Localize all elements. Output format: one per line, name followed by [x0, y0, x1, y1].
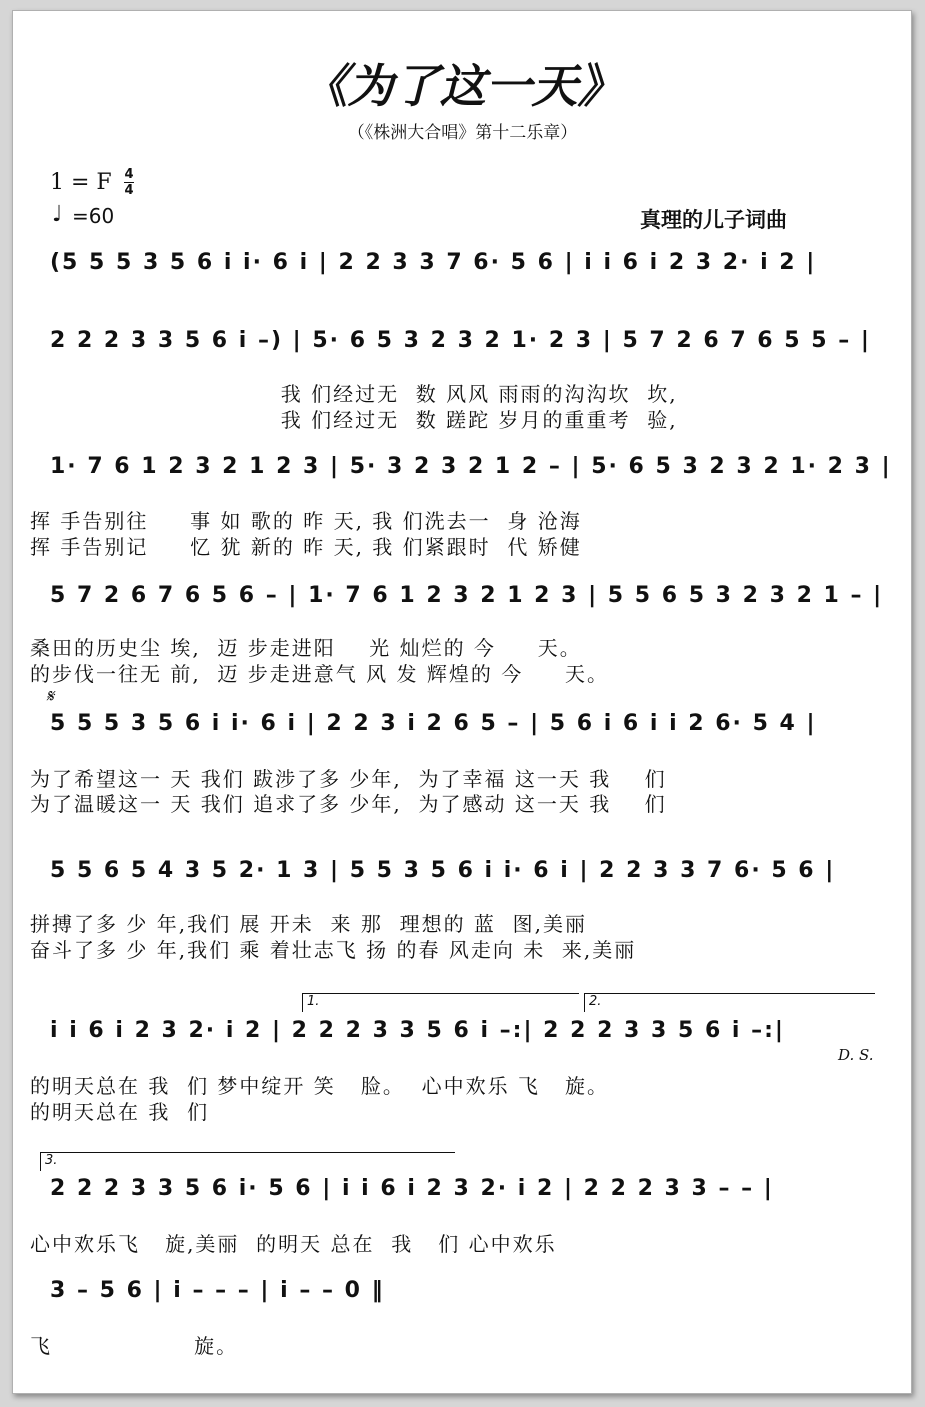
lyric-line-2: 挥 手告别记 忆 犹 新的 昨 天, 我 们紧跟时 代 矫健 [30, 535, 582, 559]
tempo-note-icon: ♩ [52, 202, 63, 227]
lyric-line-1: 拼搏了多 少 年,我们 展 开未 来 那 理想的 蓝 图,美丽 [30, 912, 588, 936]
jianpu-line: 5 5 5 3 5 6 i i· 6 i | 2 2 3 i 2 6 5 – | 5 6 i 6 i i 2 6· 5 4 | [50, 711, 817, 736]
lyric-line-2: 为了温暖这一 天 我们 追求了多 少年, 为了感动 这一天 我 们 [30, 792, 667, 816]
lyric-line-1: 挥 手告别往 事 如 歌的 昨 天, 我 们洗去一 身 沧海 [30, 509, 582, 533]
dal-segno-mark: D. S. [838, 1046, 874, 1064]
jianpu-line: 2 2 2 3 3 5 6 i –) | 5· 6 5 3 2 3 2 1· 2 3 | 5 7 2 6 7 6 5 5 – | [50, 328, 871, 353]
lyric-line-1: 飞 旋。 [30, 1334, 239, 1358]
lyric-line-1: 我 们经过无 数 风风 雨雨的沟沟坎 坎, [30, 382, 678, 406]
lyric-line-2: 的明天总在 我 们 [30, 1100, 210, 1124]
page-title: 《为了这一天》 [301, 59, 624, 113]
jianpu-line: i i 6 i 2 3 2· i 2 | 2 2 2 3 3 5 6 i –:| 2 2 2 3 3 5 6 i –:| [50, 1018, 785, 1043]
key-signature: 1 = F [50, 170, 112, 195]
lyric-line-1: 为了希望这一 天 我们 跋涉了多 少年, 为了幸福 这一天 我 们 [30, 767, 667, 791]
time-signature [124, 168, 134, 197]
jianpu-line: 5 7 2 6 7 6 5 6 – | 1· 7 6 1 2 3 2 1 2 3 | 5 5 6 5 3 2 3 2 1 – | [50, 583, 884, 608]
volta-2-bracket: 2. [584, 993, 875, 1012]
time-signature-bottom: 4 [124, 183, 134, 198]
jianpu-line: 3 – 5 6 | i – – – | i – – 0 ‖ [50, 1278, 385, 1303]
lyric-line-1: 心中欢乐飞 旋,美丽 的明天 总在 我 们 心中欢乐 [30, 1232, 557, 1256]
segno-sign: 𝄋 [46, 686, 54, 707]
lyric-line-2: 我 们经过无 数 蹉跎 岁月的重重考 验, [30, 408, 678, 432]
jianpu-line: 2 2 2 3 3 5 6 i· 5 6 | i i 6 i 2 3 2· i 2 | 2 2 2 3 3 – – | [50, 1176, 774, 1201]
jianpu-line: (5 5 5 3 5 6 i i· 6 i | 2 2 3 3 7 6· 5 6 | i i 6 i 2 3 2· i 2 | [50, 250, 817, 275]
time-signature-top: 4 [124, 167, 134, 182]
jianpu-line: 1· 7 6 1 2 3 2 1 2 3 | 5· 3 2 3 2 1 2 – | 5· 6 5 3 2 3 2 1· 2 3 | [50, 454, 892, 479]
tempo-value: =60 [72, 204, 115, 228]
lyric-line-2: 奋斗了多 少 年,我们 乘 着壮志飞 扬 的春 风走向 未 来,美丽 [30, 938, 637, 962]
jianpu-line: 5 5 6 5 4 3 5 2· 1 3 | 5 5 3 5 6 i i· 6 i | 2 2 3 3 7 6· 5 6 | [50, 858, 836, 883]
volta-1-bracket: 1. [302, 993, 579, 1012]
volta-3-bracket: 3. [40, 1152, 455, 1171]
lyric-line-1: 的明天总在 我 们 梦中绽开 笑 脸。 心中欢乐 飞 旋。 [30, 1074, 610, 1098]
credit-line: 真理的儿子词曲 [640, 208, 787, 232]
page-subtitle: （《株洲大合唱》第十二乐章） [347, 123, 578, 143]
lyric-line-2: 的步伐一往无 前, 迈 步走进意气 风 发 辉煌的 今 天。 [30, 662, 610, 686]
lyric-line-1: 桑田的历史尘 埃, 迈 步走进阳 光 灿烂的 今 天。 [30, 636, 582, 660]
